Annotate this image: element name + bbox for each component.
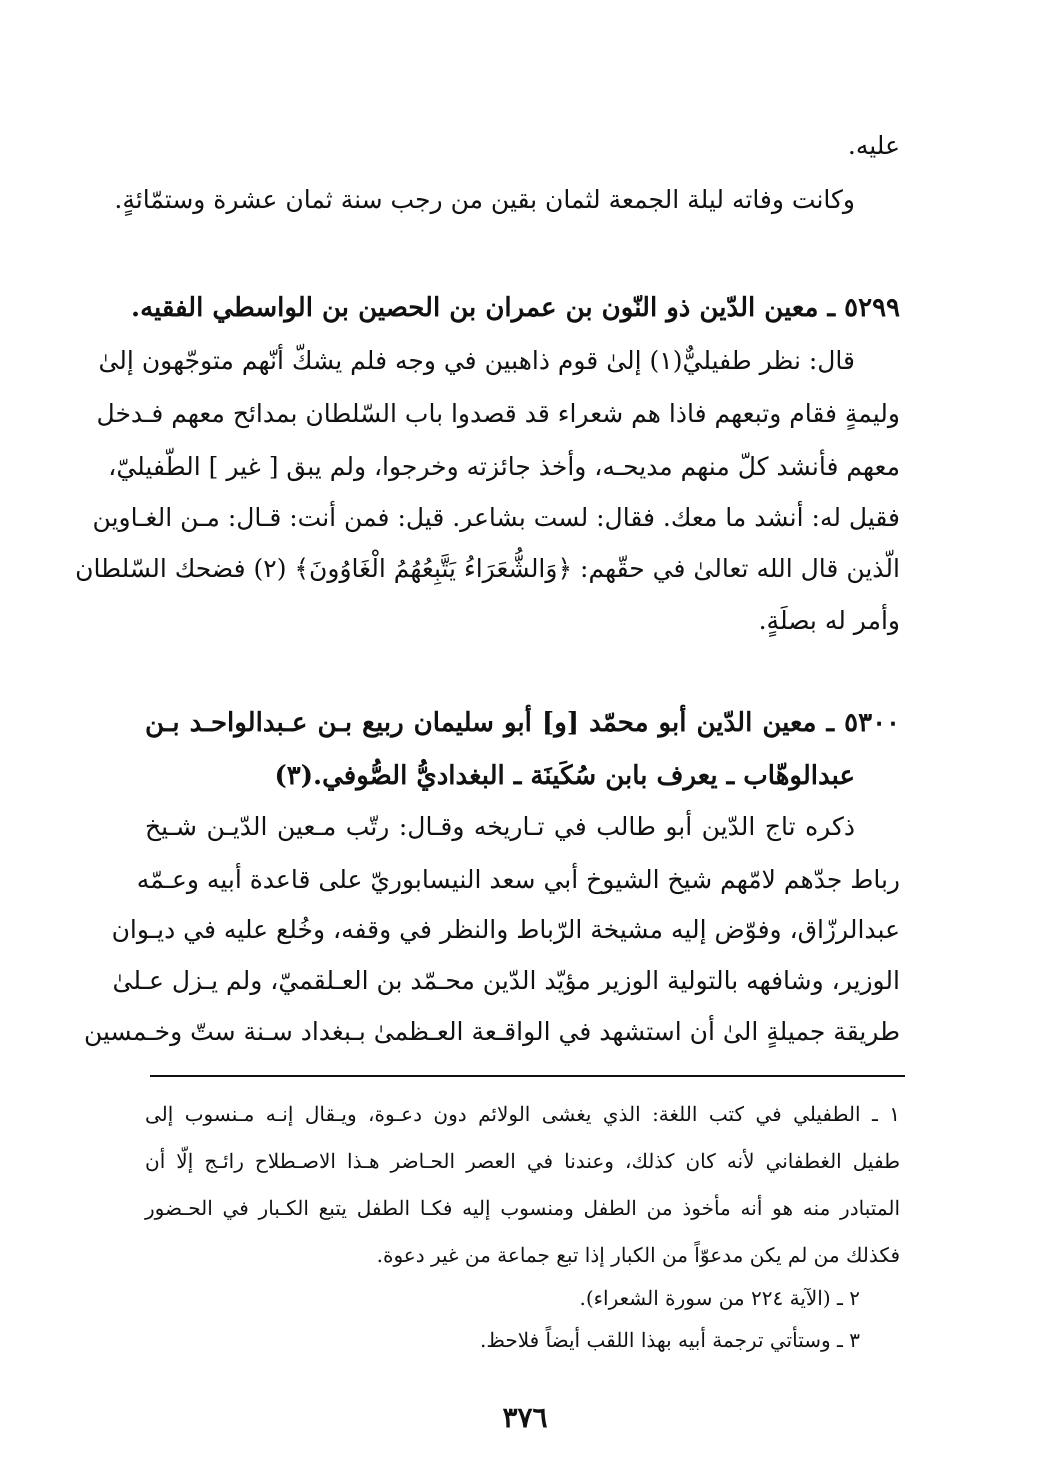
- footnote-2: ٢ ـ (الآية ٢٢٤ من سورة الشعراء).: [579, 1286, 860, 1310]
- entry-5299-line: وأمر له بصلَةٍ.: [758, 606, 900, 635]
- entry-5300-heading-continued: عبدالوهّاب ـ يعرف بابن سُكَينَة ـ البغداديُّ الصُّوفي.(٣): [274, 761, 855, 791]
- entry-5299-line-quran-verse: الّذين قال الله تعالىٰ في حقّهم: ﴿وَالشُّعَرَاءُ يَتَّبِعُهُمُ الْغَاوُونَ﴾ (٢) فضحك السّلطان: [75, 554, 900, 583]
- footnote-divider: [150, 1075, 905, 1077]
- footnote-1-line: ١ ـ الطفيلي في كتب اللغة: الذي يغشى الولائم دون دعـوة، ويـقال إنـه مـنسوب إلى: [145, 1102, 900, 1126]
- entry-5300-line: طريقة جميلةٍ الىٰ أن استشهد في الواقـعة العـظمىٰ بـبغداد سـنة ستّ وخـمسين: [83, 1017, 900, 1046]
- entry-5300-line: ذكره تاج الدّين أبو طالب في تـاريخه وقـال: رتّب مـعين الدّيـن شـيخ: [145, 812, 855, 841]
- entry-5300-line: رباط جدّهم لامّهم شيخ الشيوخ أبي سعد النيسابوريّ على قاعدة أبيه وعـمّه: [136, 865, 900, 894]
- text-line-continuation: عليه.: [847, 131, 900, 160]
- footnote-1-line: المتبادر منه هو أنه مأخوذ من الطفل ومنسوب إليه فكـا الطفل يتبع الكـبار في الحـضور: [145, 1196, 901, 1220]
- entry-5299-line: قال: نظر طفيليٌّ(١) إلىٰ قوم ذاهبين في وجه فلم يشكّ أنّهم متوجّهون إلىٰ: [98, 346, 855, 375]
- entry-5299-line: فقيل له: أنشد ما معك. فقال: لست بشاعر. قيل: فمن أنت: قـال: مـن الغـاوين: [92, 503, 900, 532]
- entry-5299-line: معهم فأنشد كلّ منهم مديحـه، وأخذ جائزته وخرجوا، ولم يبق [ غير ] الطّفيليّ،: [108, 452, 900, 481]
- entry-5300-line: الوزير، وشافهه بالتولية الوزير مؤيّد الدّين محـمّد بن العـلقميّ، ولم يـزل عـلىٰ: [112, 966, 900, 995]
- footnote-3: ٣ ـ وستأتي ترجمة أبيه بهذا اللقب أيضاً فلاحظ.: [479, 1328, 860, 1352]
- entry-5299-heading: ٥٢٩٩ ـ معين الدّين ذو النّون بن عمران بن الحصين بن الواسطي الفقيه.: [131, 293, 900, 323]
- footnote-1-line: فكذلك من لم يكن مدعوّاً من الكبار إذا تبع جماعة من غير دعوة.: [376, 1243, 900, 1267]
- entry-5299-line: وليمةٍ فقام وتبعهم فاذا هم شعراء قد قصدوا باب السّلطان بمدائح معهم فـدخل: [96, 399, 900, 428]
- entry-5300-line: عبدالرزّاق، وفوّض إليه مشيخة الرّباط والنظر في وقفه، وخُلع عليه في ديـوان: [111, 915, 900, 944]
- entry-5300-heading: ٥٣٠٠ ـ معين الدّين أبو محمّد [و] أبو سليمان ربيع بـن عـبدالواحـد بـن: [145, 708, 900, 738]
- page-number: ٣٧٦: [502, 1401, 548, 1434]
- footnote-1-line: طفيل الغطفاني لأنه كان كذلك، وعندنا في العصر الحـاضر هـذا الاصـطلاح رائـج إلّا أن: [145, 1149, 900, 1173]
- text-line-death-date: وكانت وفاته ليلة الجمعة لثمان بقين من رجب سنة ثمان عشرة وستمّائةٍ.: [114, 185, 855, 214]
